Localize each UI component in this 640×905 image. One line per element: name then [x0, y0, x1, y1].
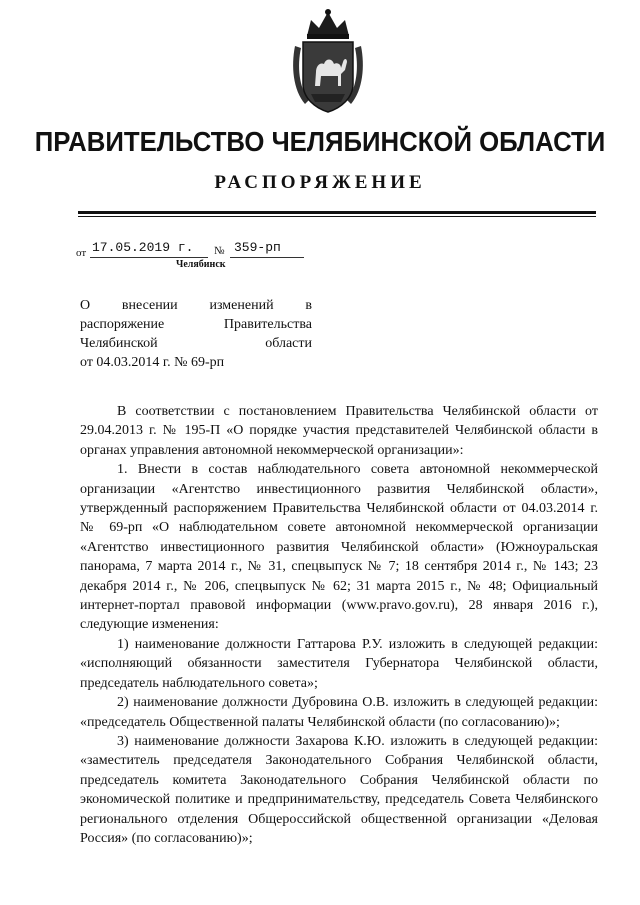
body-paragraph: 1. Внести в состав наблюдательного совета автономной некоммерческой организации «Агентство инвестиционного развития Челябинской области», утвержденный распоряжением Правительства Челябинской области от 04.03.2014 г. № 69-рп «О наблюдательном совете автономной некоммерческой организации «Агентство инвестиционного развития Челябинской области» (Южноуральская панорама, 7 марта 2014 г., № 31, спецвыпуск № 7; 18 сентября 2014 г., № 143; 23 декабря 2014 г., № 206, спецвыпуск № 62; 31 марта 2015 г., № 48; Официальный интернет-портал правовой информации (www.pravo.gov.ru), 28 января 2016 г.), следующие изменения:: [80, 462, 598, 633]
subject-line: Челябинской области: [80, 336, 312, 351]
city: Челябинск: [176, 259, 226, 270]
body-paragraph: В соответствии с постановлением Правительства Челябинской области от 29.04.2013 г. № 195-П «О порядке участия представителей Челябинской области в органах управления автономной некоммерческой организации»:: [80, 404, 598, 458]
subject-line: распоряжение Правительства: [80, 317, 312, 332]
document-body: [80, 402, 598, 848]
document-subject: [80, 296, 312, 372]
number-prefix: №: [214, 245, 225, 257]
body-paragraph: 2) наименование должности Дубровина О.В. изложить в следующей редакции: «председатель Общественной палаты Челябинской области (по согласованию)»;: [80, 695, 598, 730]
document-number: 359-рп: [234, 240, 281, 255]
body-paragraph: 3) наименование должности Захарова К.Ю. изложить в следующей редакции: «заместитель председателя Законодательного Собрания Челябинской области, председатель комитета Законодательного Собрания Челябинской области по экономической политике и предпринимательству, председатель Совета Челябинского регионального отделения Общероссийской общественной организации «Деловая Россия» (по согласованию)»;: [80, 733, 598, 846]
date-underline: [90, 257, 208, 258]
body-paragraph: 1) наименование должности Гаттарова Р.У. изложить в следующей редакции: «исполняющий обязанности заместителя Губернатора Челябинской области, председатель наблюдательного совета»;: [80, 636, 598, 691]
date-prefix: от: [76, 247, 87, 259]
header-rule-thick: [78, 211, 596, 214]
coat-of-arms-icon: [289, 6, 367, 114]
document-date: 17.05.2019 г.: [92, 240, 194, 255]
number-underline: [230, 257, 304, 258]
government-title: ПРАВИТЕЛЬСТВО ЧЕЛЯБИНСКОЙ ОБЛАСТИ: [34, 126, 606, 157]
document-type: РАСПОРЯЖЕНИЕ: [214, 172, 426, 193]
subject-line: О внесении изменений в: [80, 298, 312, 313]
subject-line: от 04.03.2014 г. № 69-рп: [80, 355, 225, 370]
header-rule-thin: [78, 216, 596, 217]
